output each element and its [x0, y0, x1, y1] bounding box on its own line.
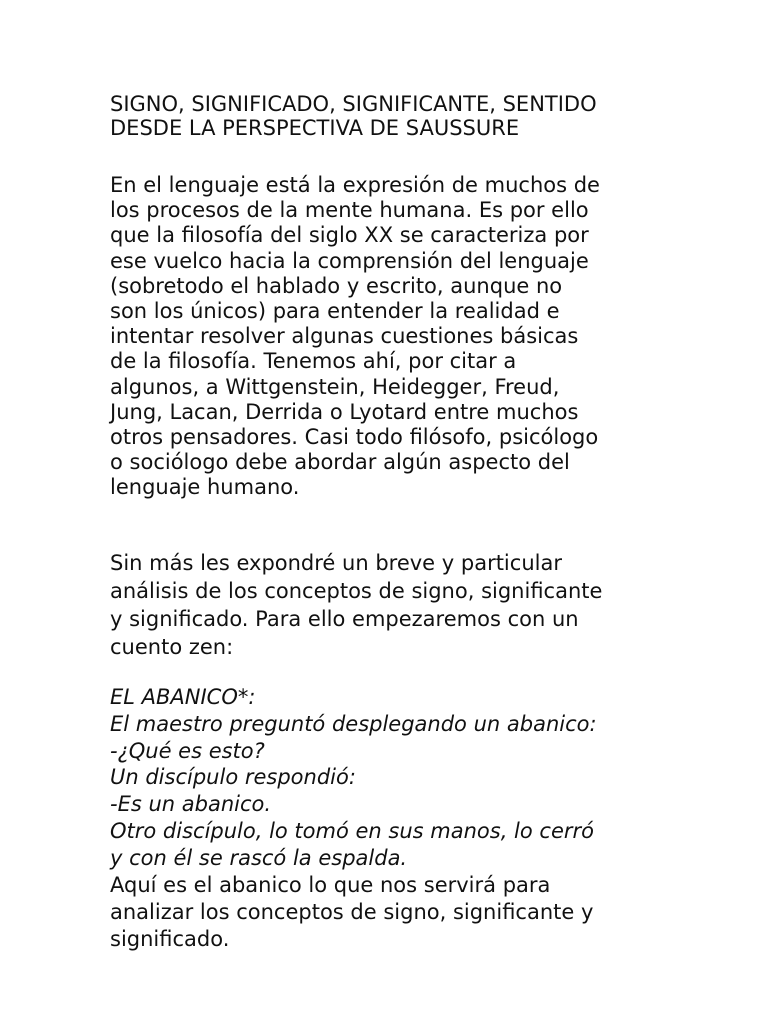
- story-line: EL ABANICO*:: [110, 685, 256, 709]
- text-line: que la filosofía del siglo XX se caracteriza por: [110, 223, 589, 248]
- document-title: [110, 92, 597, 140]
- story-line: -Es un abanico.: [110, 792, 272, 817]
- paragraph-intro: [110, 173, 600, 501]
- text-line: lenguaje humano.: [110, 475, 300, 500]
- text-line: son los únicos) para entender la realidad e: [110, 299, 560, 324]
- text-line: significado.: [110, 926, 230, 951]
- text-line: analizar los conceptos de signo, significante y: [110, 899, 594, 924]
- title-line: DESDE LA PERSPECTIVA DE SAUSSURE: [110, 116, 520, 140]
- title-line: SIGNO, SIGNIFICADO, SIGNIFICANTE, SENTIDO: [110, 92, 597, 116]
- text-line: algunos, a Wittgenstein, Heidegger, Freud,: [110, 374, 560, 399]
- text-line: y significado. Para ello empezaremos con un: [110, 607, 579, 631]
- story-line: Otro discípulo, lo tomó en sus manos, lo cerró: [110, 818, 594, 843]
- text-line: los procesos de la mente humana. Es por ello: [110, 198, 589, 223]
- story-line: -¿Qué es esto?: [110, 738, 265, 763]
- text-line: ese vuelco hacia la comprensión del lenguaje: [110, 248, 589, 273]
- story-line: El maestro preguntó desplegando un abanico:: [110, 711, 597, 736]
- paragraph-conclusion: [110, 872, 593, 952]
- text-line: cuento zen:: [110, 635, 234, 659]
- text-line: Sin más les expondré un breve y particular: [110, 551, 562, 575]
- story-line: Un discípulo respondió:: [110, 765, 356, 790]
- paragraph-second: [110, 549, 602, 661]
- text-line: análisis de los conceptos de signo, significante: [110, 579, 603, 603]
- zen-story: [110, 684, 597, 872]
- text-line: de la filosofía. Tenemos ahí, por citar a: [110, 349, 517, 374]
- text-line: otros pensadores. Casi todo filósofo, psicólogo: [110, 425, 599, 450]
- story-line: y con él se rascó la espalda.: [110, 845, 408, 870]
- text-line: o sociólogo debe abordar algún aspecto del: [110, 450, 570, 475]
- text-line: Jung, Lacan, Derrida o Lyotard entre muchos: [110, 399, 579, 424]
- text-line: intentar resolver algunas cuestiones básicas: [110, 324, 579, 349]
- text-line: En el lenguaje está la expresión de muchos de: [110, 173, 600, 197]
- text-line: Aquí es el abanico lo que nos servirá para: [110, 873, 551, 897]
- text-line: (sobretodo el hablado y escrito, aunque no: [110, 273, 563, 298]
